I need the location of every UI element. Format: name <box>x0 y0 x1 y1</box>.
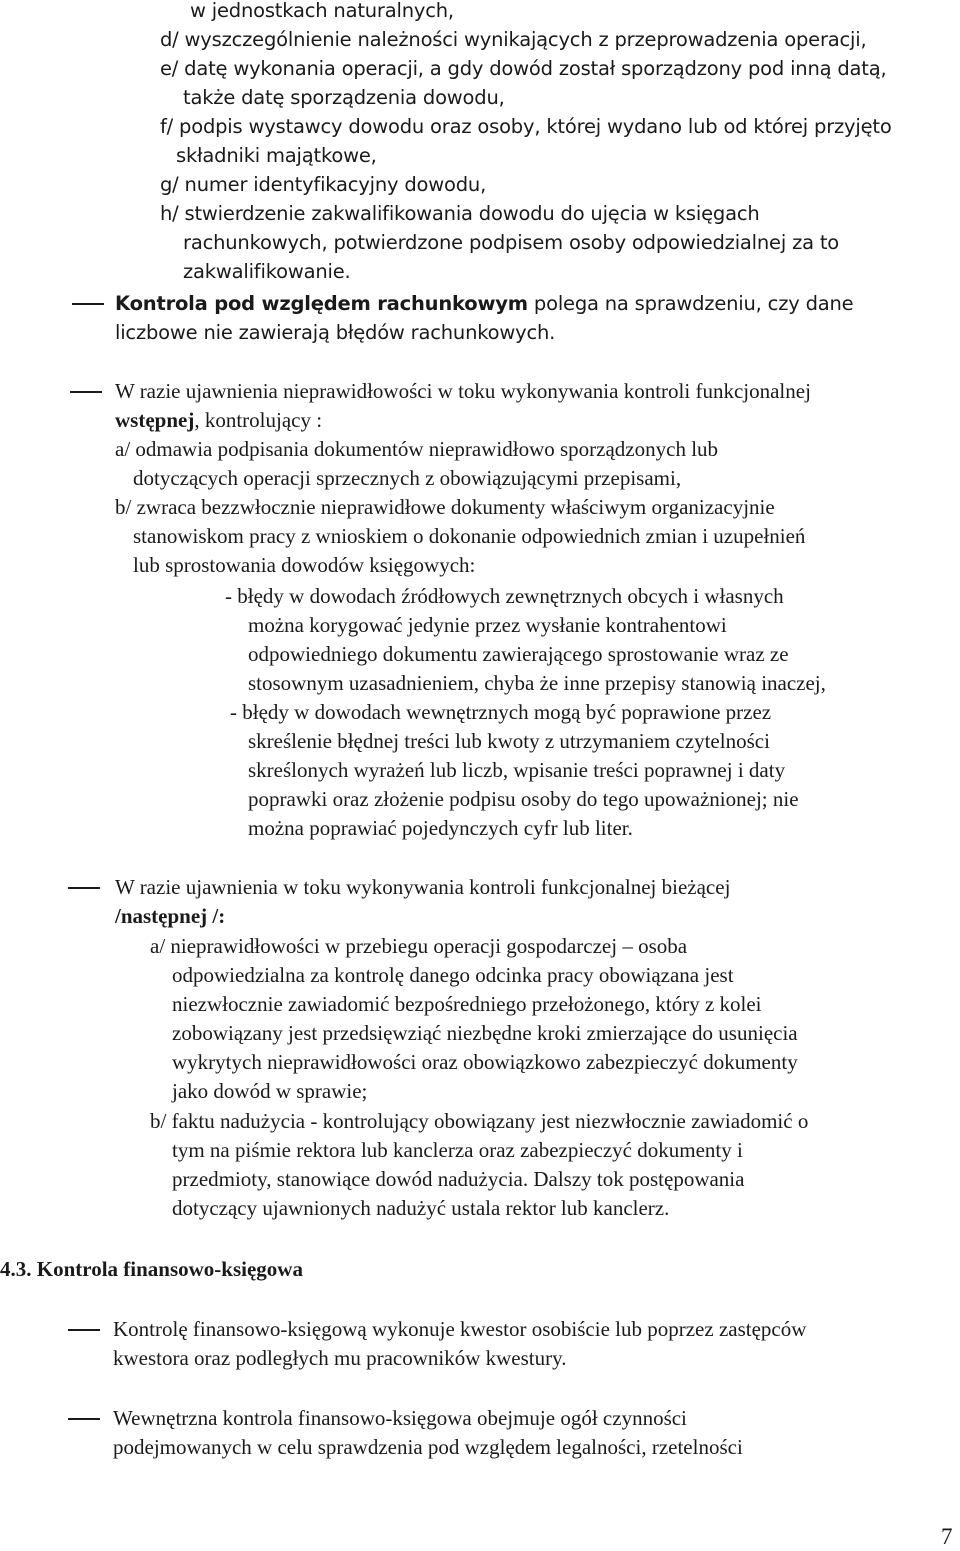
dash-bullet <box>68 1329 100 1331</box>
list-item-d: d/ wyszczególnienie należności wynikających z przeprowadzenia operacji, <box>160 28 867 51</box>
paragraph-line: W razie ujawnienia nieprawidłowości w toku wykonywania kontroli funkcjonalnej <box>115 379 811 403</box>
dash-bullet <box>70 391 102 393</box>
list-line: dotyczący ujawnionych nadużyć ustala rektor lub kanclerz. <box>172 1196 670 1220</box>
sub-item: - błędy w dowodach wewnętrznych mogą być poprawione przez <box>230 700 772 724</box>
dash-bullet <box>72 303 104 305</box>
sub-item-line: można poprawiać pojedynczych cyfr lub liter. <box>248 816 633 840</box>
sub-item-line: odpowiedniego dokumentu zawierającego sprostowanie wraz ze <box>248 642 789 666</box>
list-line: tym na piśmie rektora lub kanclerza oraz zabezpieczyć dokumenty i <box>172 1138 743 1162</box>
paragraph-line: liczbowe nie zawierają błędów rachunkowych. <box>115 321 556 344</box>
list-line: dotyczących operacji sprzecznych z obowiązującymi przepisami, <box>133 466 682 490</box>
dash-bullet <box>68 887 100 889</box>
list-item-b: b/ zwraca bezzwłocznie nieprawidłowe dokumenty właściwym organizacyjnie <box>115 495 775 519</box>
list-item-a: a/ nieprawidłowości w przebiegu operacji gospodarczej – osoba <box>150 934 688 958</box>
list-item-b: b/ faktu nadużycia - kontrolujący obowiązany jest niezwłocznie zawiadomić o <box>150 1109 809 1133</box>
bold-term: Kontrola pod względem rachunkowym <box>115 292 528 315</box>
paragraph-line: podejmowanych w celu sprawdzenia pod względem legalności, rzetelności <box>113 1435 743 1459</box>
list-line: także datę sporządzenia dowodu, <box>183 86 505 109</box>
paragraph-line: Kontrolę finansowo-księgową wykonuje kwestor osobiście lub poprzez zastępców <box>113 1317 807 1341</box>
paragraph-text: , kontrolujący : <box>194 408 323 432</box>
paragraph-text: polega na sprawdzeniu, czy dane <box>527 292 854 315</box>
sub-item-line: można korygować jedynie przez wysłanie kontrahentowi <box>248 613 727 637</box>
bold-term: wstępnej <box>115 408 195 432</box>
list-line: stanowiskom pracy z wnioskiem o dokonanie odpowiednich zmian i uzupełnień <box>133 524 806 548</box>
list-line: w jednostkach naturalnych, <box>190 0 454 22</box>
sub-item: - błędy w dowodach źródłowych zewnętrznych obcych i własnych <box>225 584 784 608</box>
list-line: lub sprostowania dowodów księgowych: <box>133 553 476 577</box>
section-heading: 4.3. Kontrola finansowo-księgowa <box>0 1257 303 1281</box>
paragraph-line: W razie ujawnienia w toku wykonywania kontroli funkcjonalnej bieżącej <box>115 875 731 899</box>
list-line: jako dowód w sprawie; <box>172 1079 368 1103</box>
sub-item-line: skreślonych wyrażeń lub liczb, wpisanie treści poprawnej i daty <box>248 758 786 782</box>
sub-item-line: skreślenie błędnej treści lub kwoty z utrzymaniem czytelności <box>248 729 770 753</box>
paragraph-line <box>115 406 322 435</box>
list-line: wykrytych nieprawidłowości oraz obowiązkowo zabezpieczyć dokumenty <box>172 1050 798 1074</box>
list-item-f: f/ podpis wystawcy dowodu oraz osoby, której wydano lub od której przyjęto <box>160 115 892 138</box>
list-line: zakwalifikowanie. <box>183 260 351 283</box>
list-item-h: h/ stwierdzenie zakwalifikowania dowodu do ujęcia w księgach <box>160 202 760 225</box>
dash-bullet <box>68 1418 100 1420</box>
list-line: składniki majątkowe, <box>176 144 377 167</box>
paragraph-line: Wewnętrzna kontrola finansowo-księgowa obejmuje ogół czynności <box>113 1406 687 1430</box>
list-line: odpowiedzialna za kontrolę danego odcinka pracy obowiązana jest <box>172 963 734 987</box>
list-item-a: a/ odmawia podpisania dokumentów nieprawidłowo sporządzonych lub <box>115 437 719 461</box>
list-item-e: e/ datę wykonania operacji, a gdy dowód został sporządzony pod inną datą, <box>160 57 887 80</box>
list-line: zobowiązany jest przedsięwziąć niezbędne kroki zmierzające do usunięcia <box>172 1021 798 1045</box>
sub-item-line: poprawki oraz złożenie podpisu osoby do tego upoważnionej; nie <box>248 787 799 811</box>
list-item-g: g/ numer identyfikacyjny dowodu, <box>160 173 487 196</box>
list-line: niezwłocznie zawiadomić bezpośredniego przełożonego, który z kolei <box>172 992 762 1016</box>
sub-item-line: stosownym uzasadnieniem, chyba że inne przepisy stanowią inaczej, <box>248 671 826 695</box>
paragraph-line: kwestora oraz podległych mu pracowników kwestury. <box>113 1346 567 1370</box>
list-line: rachunkowych, potwierdzone podpisem osoby odpowiedzialnej za to <box>183 231 840 254</box>
list-line: przedmioty, stanowiące dowód nadużycia. Dalszy tok postępowania <box>172 1167 745 1191</box>
paragraph-line <box>115 289 853 318</box>
paragraph-line: /następnej /: <box>115 904 226 928</box>
page-number: 7 <box>941 1524 953 1549</box>
